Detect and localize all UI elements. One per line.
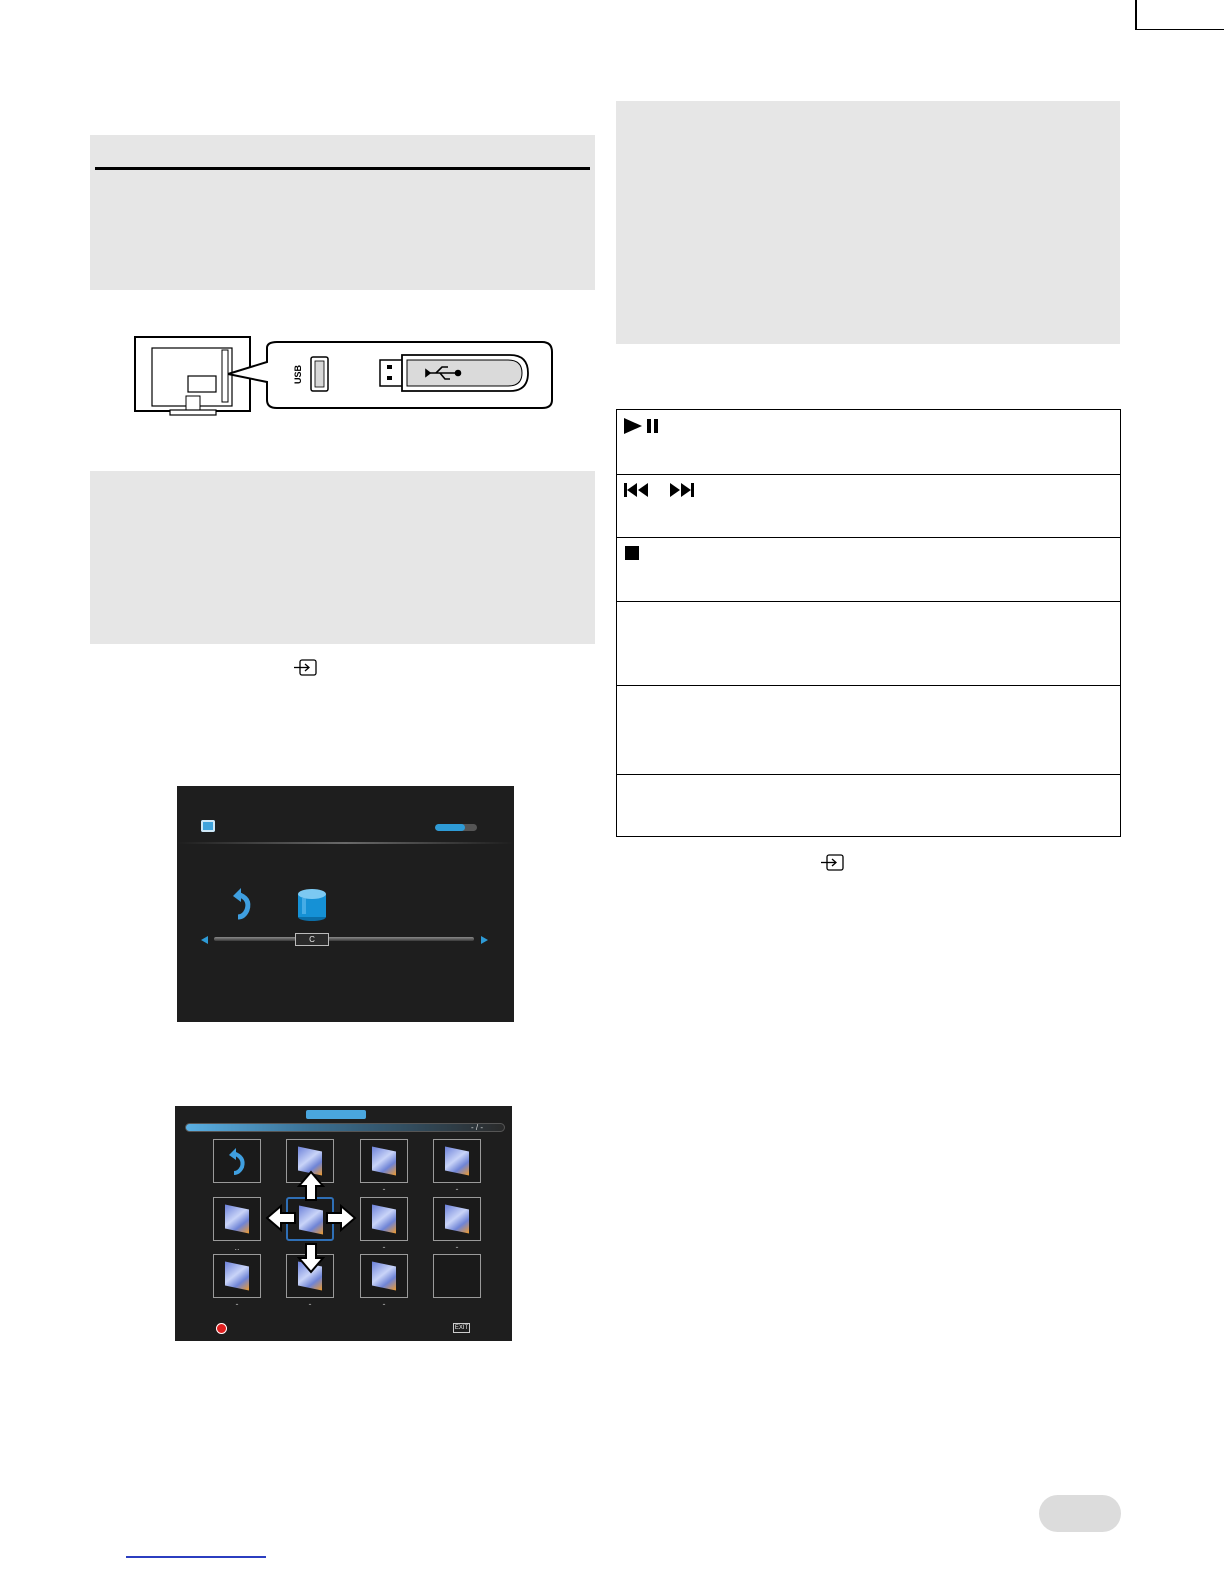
play-pause-icon: [624, 418, 660, 434]
stop-icon: [625, 546, 639, 560]
photo-browser-screen: [175, 1106, 512, 1341]
media-app-icon: [201, 820, 215, 832]
arrow-right-icon: [327, 1206, 355, 1230]
note-box: [616, 101, 1120, 344]
thumb-photo[interactable]: [360, 1254, 408, 1298]
exit-label: EXIT: [454, 1325, 469, 1331]
thumb-return[interactable]: [213, 1139, 261, 1183]
table-row: [617, 537, 1120, 602]
drive-label-box[interactable]: [295, 933, 329, 946]
section1-box: [90, 135, 595, 290]
header-divider: [177, 842, 514, 844]
playback-controls-table: [616, 409, 1121, 837]
usb-port-label: USB: [293, 364, 303, 384]
skip-next-icon: [670, 483, 696, 497]
usb-plug: [380, 360, 404, 386]
thumb-photo[interactable]: [213, 1197, 261, 1241]
thumb-photo[interactable]: [360, 1197, 408, 1241]
drive-icon[interactable]: [297, 888, 327, 922]
table-row: [617, 601, 1120, 686]
arrow-down-icon: [299, 1244, 323, 1272]
drive-label: C: [309, 935, 315, 944]
red-button-icon: [216, 1323, 227, 1334]
table-row: [617, 685, 1120, 775]
thumb-photo[interactable]: [360, 1139, 408, 1183]
table-row: [617, 774, 1120, 837]
storage-meter-fill: [435, 824, 465, 831]
thumb-caption: -: [455, 1184, 459, 1194]
input-source-icon: [819, 853, 847, 873]
return-icon[interactable]: [231, 888, 255, 920]
thumb-caption: -: [455, 1242, 459, 1252]
scroll-track: [214, 937, 474, 941]
thumb-empty: [433, 1254, 481, 1298]
footer-link[interactable]: [126, 1556, 266, 1558]
storage-meter: [435, 824, 477, 831]
thumb-photo[interactable]: [433, 1197, 481, 1241]
path-bar: [185, 1123, 505, 1132]
navigation-arrows-overlay: [265, 1170, 357, 1274]
thumb-caption: -: [308, 1299, 312, 1309]
crop-mark-horizontal: [1136, 29, 1224, 30]
input-source-icon: [292, 658, 320, 678]
tab-indicator[interactable]: [306, 1110, 366, 1119]
skip-previous-icon: [624, 483, 650, 497]
section2-box: [90, 471, 595, 644]
table-row: [617, 410, 1120, 474]
media-drive-screen: [177, 786, 514, 1022]
arrow-up-icon: [299, 1172, 323, 1200]
crop-mark-vertical: [1135, 0, 1137, 30]
thumb-caption: -: [382, 1242, 386, 1252]
thumb-caption: -: [382, 1184, 386, 1194]
thumb-caption: -: [235, 1299, 239, 1309]
thumb-caption: ..: [234, 1242, 240, 1252]
return-icon: [228, 1148, 248, 1176]
page-number-badge: [1039, 1495, 1121, 1532]
exit-button[interactable]: [453, 1323, 470, 1333]
scroll-left-arrow[interactable]: [201, 936, 208, 944]
usb-connection-diagram: [130, 334, 560, 418]
arrow-left-icon: [267, 1206, 295, 1230]
table-row: [617, 474, 1120, 538]
page-counter: - / -: [471, 1123, 483, 1132]
thumb-photo[interactable]: [213, 1254, 261, 1298]
thumb-caption: -: [382, 1299, 386, 1309]
thumb-photo[interactable]: [433, 1139, 481, 1183]
section1-rule: [95, 167, 590, 170]
scroll-right-arrow[interactable]: [481, 936, 488, 944]
